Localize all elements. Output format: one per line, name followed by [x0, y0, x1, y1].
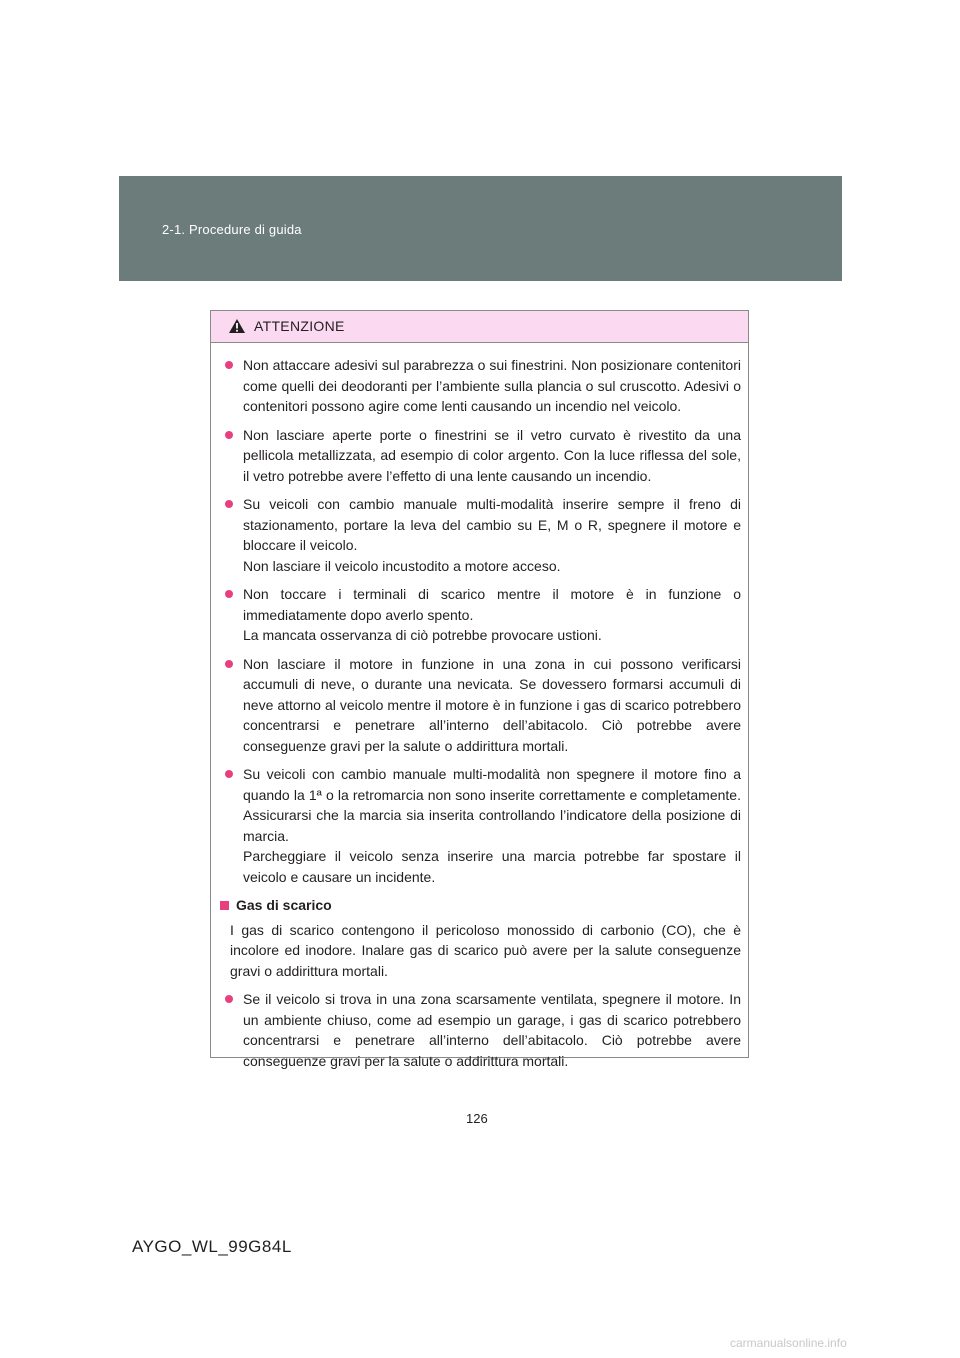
exhaust-text: I gas di scarico contengono il pericoloso monossido di carbonio (CO), che è incolore ed inodore. Inalare gas di scarico può avere per la salute conseguenze gravi o addirittura mortali. [230, 921, 741, 979]
bullet-text: La mancata osservanza di ciò potrebbe provocare ustioni. [243, 627, 602, 643]
warning-bullet [219, 764, 741, 887]
bullet-text: Su veicoli con cambio manuale multi-modalità non spegnere il motore fino a quando la 1ª o la retromarcia non sono inserite correttamente e completamente. Assicurarsi che la marcia sia inserita controllando l’indicatore della posizione di marcia. [243, 766, 741, 844]
warning-header [211, 311, 748, 343]
warning-triangle-icon [228, 318, 246, 334]
bullet-text: Non attaccare adesivi sul parabrezza o sui finestrini. Non posizionare contenitori come quelli dei deodoranti per l’ambiente sulla plancia o sul cruscotto. Adesivi o contenitori possono agire come lenti causando un incendio nel veicolo. [243, 357, 741, 414]
warning-bullet [219, 494, 741, 576]
warning-bullet [219, 425, 741, 487]
warning-bullet [219, 355, 741, 417]
watermark: carmanualsonline.info [730, 1336, 847, 1350]
bullet-text: Su veicoli con cambio manuale multi-modalità inserire sempre il freno di stazionamento, portare la leva del cambio su E, M o R, spegnere il motore e bloccare il veicolo. [243, 496, 741, 553]
section-header-band [119, 176, 842, 281]
warning-title: ATTENZIONE [254, 318, 345, 334]
warning-bullet [219, 989, 741, 1071]
exhaust-bullets [219, 989, 741, 1071]
exhaust-heading: Gas di scarico [219, 895, 741, 916]
document-code: AYGO_WL_99G84L [132, 1237, 292, 1256]
bullet-text: Non lasciare il motore in funzione in una zona in cui possono verificarsi accumuli di neve, o durante una nevicata. Se dovessero formarsi accumuli di neve attorno al veicolo mentre il motore è in funzione i gas di scarico potrebbero concentrarsi e penetrare all’interno dell’abitacolo. Ciò potrebbe avere conseguenze gravi per la salute o addirittura mortali. [243, 655, 741, 754]
warning-box [210, 310, 749, 1069]
warning-bullet [219, 654, 741, 757]
warning-body [211, 343, 748, 1071]
bullet-text: Non lasciare il veicolo incustodito a motore acceso. [243, 557, 561, 574]
bullet-text: Non toccare i terminali di scarico mentre il motore è in funzione o immediatamente dopo averlo spento. [243, 586, 741, 623]
warning-bullet [219, 584, 741, 646]
section-label: 2-1. Procedure di guida [162, 222, 302, 237]
bullet-text: Se il veicolo si trova in una zona scarsamente ventilata, spegnere il motore. In un ambiente chiuso, come ad esempio un garage, i gas di scarico potrebbero concentrarsi e penetrare all’interno dell’abitacolo. Ciò potrebbe avere conseguenze gravi per la salute o addirittura mortali. [243, 991, 741, 1069]
bullet-text: Non lasciare aperte porte o finestrini se il vetro curvato è rivestito da una pellicola metallizzata, ad esempio di color argento. Con la luce riflessa del sole, il vetro potrebbe avere l’effetto di una lente causando un incendio. [243, 426, 741, 484]
bullet-text: Parcheggiare il veicolo senza inserire una marcia potrebbe far spostare il veicolo e causare un incidente. [243, 848, 741, 885]
page-number: 126 [466, 1111, 488, 1126]
